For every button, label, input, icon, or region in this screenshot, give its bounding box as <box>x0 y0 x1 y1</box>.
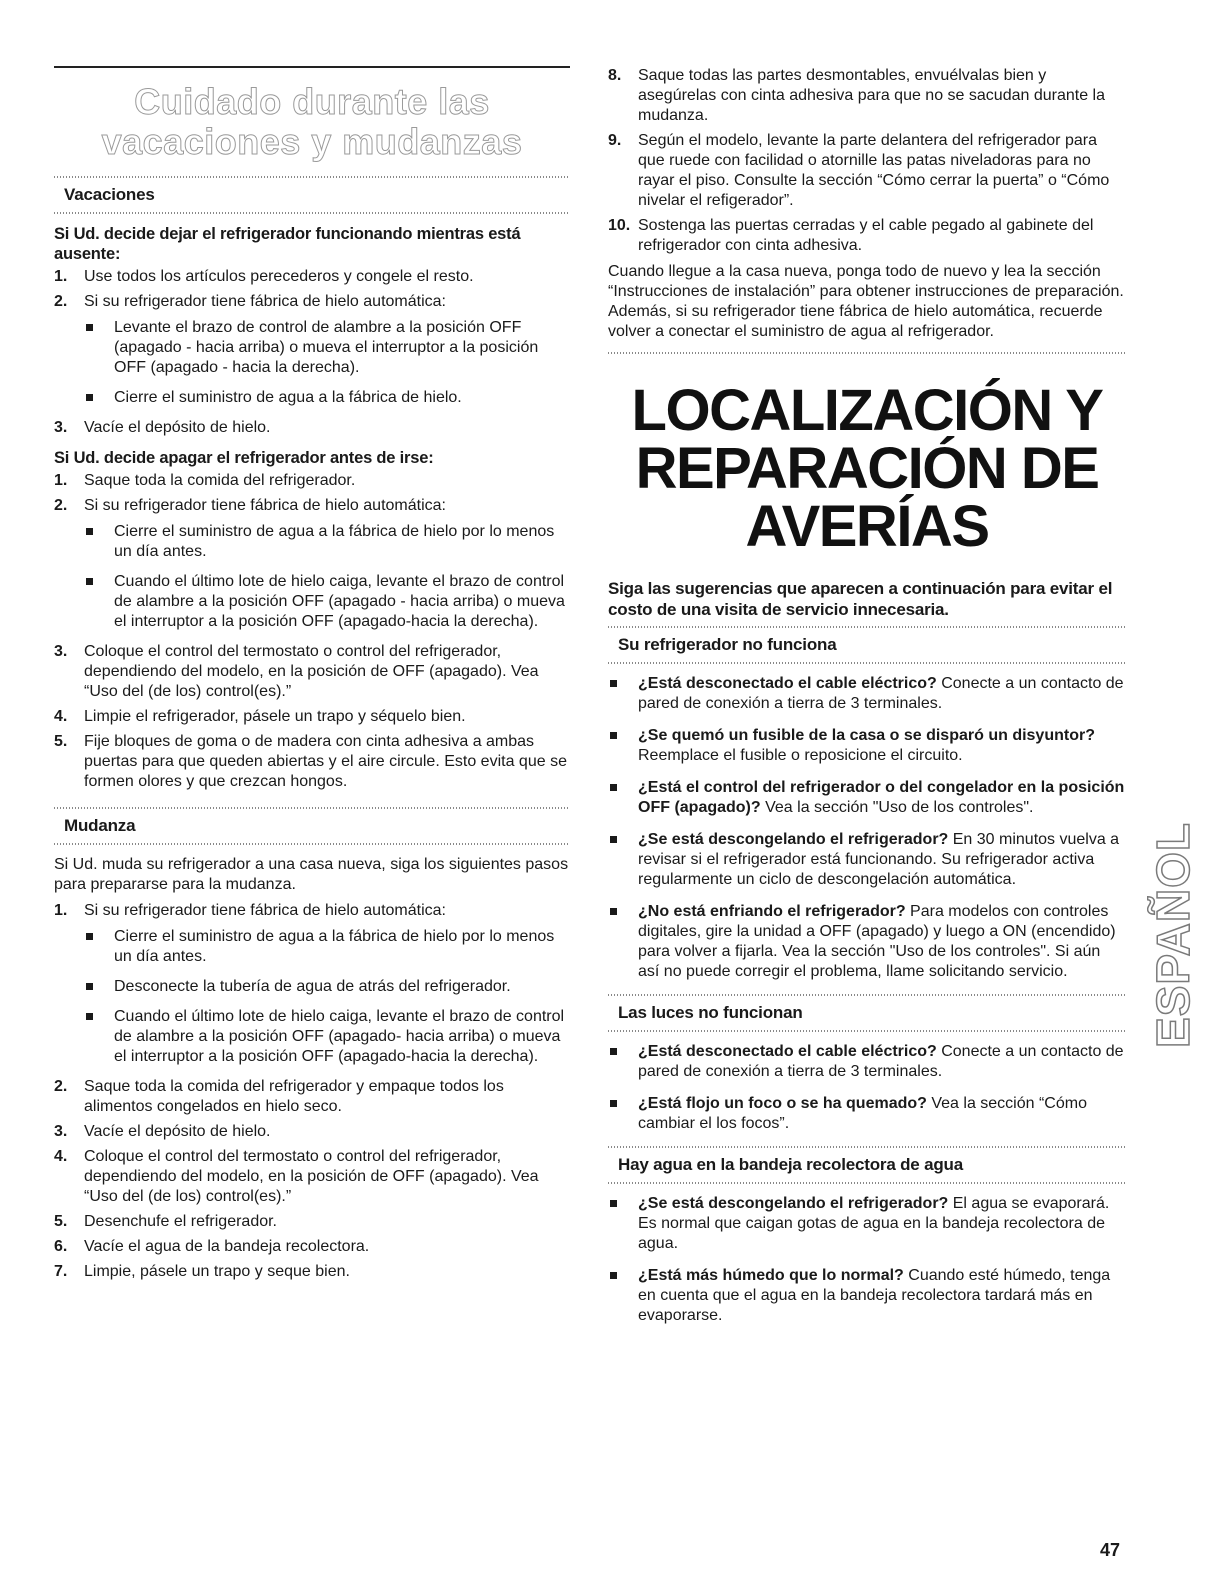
vacaciones-list-2 <box>54 471 570 516</box>
top-rule <box>54 66 570 68</box>
item-text: Vacíe el agua de la bandeja recolectora. <box>84 1238 370 1255</box>
bullet-item <box>84 522 570 562</box>
question: ¿Se quemó un fusible de la casa o se disparó un disyuntor? <box>638 727 1095 744</box>
no-funciona-items <box>608 674 1126 982</box>
answer: Conecte a un contacto de pared de conexión a tierra de 3 terminales. <box>638 675 1124 712</box>
vacaciones-list-1 <box>54 267 570 312</box>
mudanza-heading: Mudanza <box>64 816 136 835</box>
question: ¿Está desconectado el cable eléctrico? <box>638 1043 937 1060</box>
mudanza-list-cont-2 <box>608 66 1126 256</box>
list-item <box>54 1122 570 1142</box>
list-item <box>54 1147 570 1207</box>
bullet-text: Cierre el suministro de agua a la fábrica de hielo por lo menos un día antes. <box>114 523 555 560</box>
item-number: 6. <box>54 1238 68 1255</box>
vacaciones-subhead-2: Si Ud. decide apagar el refrigerador antes de irse: <box>54 449 434 467</box>
dotted-divider <box>54 843 570 845</box>
vacaciones-bullets-1 <box>54 318 570 408</box>
item-text: Si su refrigerador tiene fábrica de hielo automática: <box>84 293 446 310</box>
list-item <box>54 292 570 312</box>
bullet-square-icon <box>610 908 617 915</box>
troubleshooting-lead: Siga las sugerencias que aparecen a continuación para evitar el costo de una visita de servicio innecesaria. <box>608 579 1113 619</box>
trouble-item <box>608 1266 1126 1326</box>
dotted-divider <box>608 1030 1126 1032</box>
item-text: Coloque el control del termostato o control del refrigerador, dependiendo del modelo, en la posición de OFF (apagado). Vea “Uso del (de los) control(es).” <box>84 1148 539 1205</box>
mudanza-list <box>54 901 570 921</box>
list-item <box>54 707 570 727</box>
item-number: 2. <box>54 293 68 310</box>
bullet-square-icon <box>610 1048 617 1055</box>
bullet-square-icon <box>610 1272 617 1279</box>
list-item <box>608 216 1126 256</box>
list-item <box>608 131 1126 211</box>
right-column <box>608 66 1126 1338</box>
mudanza-intro: Si Ud. muda su refrigerador a una casa nueva, siga los siguientes pasos para prepararse para la mudanza. <box>54 856 569 893</box>
list-item <box>54 418 570 438</box>
dotted-divider <box>608 662 1126 664</box>
item-number: 9. <box>608 132 622 149</box>
trouble-item <box>608 830 1126 890</box>
bullet-text: Cuando el último lote de hielo caiga, levante el brazo de control de alambre a la posición OFF (apagado- hacia arriba) o mueva el interruptor a la posición OFF (apagado-hacia la derecha). <box>114 1008 565 1065</box>
bullet-square-icon <box>86 578 93 585</box>
mudanza-list-cont <box>54 1077 570 1282</box>
answer: Para modelos con controles digitales, gire la unidad a OFF (apagado) y luego a ON (encendido) para volver a fijarla. Vea la sección "Uso de los controles". Si aún así no puede corregir el problema, llame solicitando servicio. <box>638 903 1116 980</box>
bullet-square-icon <box>86 983 93 990</box>
answer: Reemplace el fusible o reposicione el circuito. <box>638 747 963 764</box>
answer: En 30 minutos vuelva a revisar si el refrigerador está funcionando. Su refrigerador activa regularmente un ciclo de descongelación automática. <box>638 831 1120 888</box>
answer: Conecte a un contacto de pared de conexión a tierra de 3 terminales. <box>638 1043 1124 1080</box>
trouble-item <box>608 674 1126 714</box>
question: ¿Se está descongelando el refrigerador? <box>638 831 949 848</box>
item-text: Saque todas las partes desmontables, envuélvalas bien y asegúrelas con cinta adhesiva para que no se sacudan durante la mudanza. <box>638 67 1105 124</box>
list-item <box>608 66 1126 126</box>
agua-items <box>608 1194 1126 1326</box>
bullet-item <box>84 927 570 967</box>
trouble-item <box>608 778 1126 818</box>
list-item <box>54 496 570 516</box>
bullet-text: Levante el brazo de control de alambre a la posición OFF (apagado - hacia arriba) o mueva el interruptor a la posición OFF (apagado - hacia la derecha). <box>114 319 539 376</box>
item-text: Desenchufe el refrigerador. <box>84 1213 277 1230</box>
list-item <box>54 1262 570 1282</box>
bullet-square-icon <box>86 933 93 940</box>
section-heading-no-funciona: Su refrigerador no funciona <box>618 635 837 654</box>
list-item <box>54 1077 570 1117</box>
language-label: ESPAÑOL <box>1147 822 1199 1048</box>
trouble-item <box>608 1094 1126 1134</box>
answer: El agua se evaporará. Es normal que caigan gotas de agua en la bandeja recolectora de agua. <box>638 1195 1110 1252</box>
mudanza-bullets <box>54 927 570 1067</box>
item-number: 1. <box>54 472 68 489</box>
vacaciones-heading: Vacaciones <box>64 185 155 204</box>
question: ¿Se está descongelando el refrigerador? <box>638 1195 949 1212</box>
bullet-square-icon <box>610 1100 617 1107</box>
list-item <box>54 267 570 287</box>
item-number: 10. <box>608 217 631 234</box>
item-text: Sostenga las puertas cerradas y el cable pegado al gabinete del refrigerador con cinta adhesiva. <box>638 217 1094 254</box>
bullet-square-icon <box>610 680 617 687</box>
item-text: Saque toda la comida del refrigerador. <box>84 472 356 489</box>
item-number: 4. <box>54 1148 68 1165</box>
item-number: 2. <box>54 1078 68 1095</box>
troubleshooting-title: LOCALIZACIÓN Y REPARACIÓN DE AVERÍAS <box>631 378 1103 559</box>
bullet-square-icon <box>610 784 617 791</box>
item-number: 8. <box>608 67 622 84</box>
bullet-text: Cierre el suministro de agua a la fábrica de hielo. <box>114 389 462 406</box>
trouble-item <box>608 726 1126 766</box>
bullet-text: Desconecte la tubería de agua de atrás del refrigerador. <box>114 978 511 995</box>
item-number: 3. <box>54 643 68 660</box>
section-heading-agua: Hay agua en la bandeja recolectora de agua <box>618 1155 963 1174</box>
vacaciones-list-1-cont <box>54 418 570 438</box>
question: ¿No está enfriando el refrigerador? <box>638 903 906 920</box>
vacaciones-list-2-cont <box>54 642 570 792</box>
list-item <box>54 471 570 491</box>
item-text: Vacíe el depósito de hielo. <box>84 1123 271 1140</box>
list-item <box>54 1212 570 1232</box>
item-text: Coloque el control del termostato o control del refrigerador, dependiendo del modelo, en la posición de OFF (apagado). Vea “Uso del (de los) control(es).” <box>84 643 539 700</box>
answer: Cuando esté húmedo, tenga en cuenta que el agua en la bandeja recolectora tardará más en evaporarse. <box>638 1267 1111 1324</box>
item-number: 1. <box>54 268 68 285</box>
section-heading-luces: Las luces no funcionan <box>618 1003 803 1022</box>
list-item <box>54 732 570 792</box>
vacaciones-bullets-2 <box>54 522 570 632</box>
answer: Vea la sección “Cómo cambiar el los focos”. <box>638 1095 1087 1132</box>
vacaciones-subhead-1: Si Ud. decide dejar el refrigerador funcionando mientras está ausente: <box>54 225 521 263</box>
item-number: 5. <box>54 733 68 750</box>
bullet-item <box>84 977 570 997</box>
trouble-item <box>608 1042 1126 1082</box>
bullet-item <box>84 1007 570 1067</box>
item-number: 4. <box>54 708 68 725</box>
item-text: Fije bloques de goma o de madera con cinta adhesiva a ambas puertas para que queden abiertas y el aire circule. Esto evita que se formen olores y que crezcan hongos. <box>84 733 567 790</box>
item-text: Saque toda la comida del refrigerador y empaque todos los alimentos congelados en hielo seco. <box>84 1078 504 1115</box>
question: ¿Está flojo un foco o se ha quemado? <box>638 1095 927 1112</box>
bullet-item <box>84 318 570 378</box>
item-text: Vacíe el depósito de hielo. <box>84 419 271 436</box>
bullet-text: Cuando el último lote de hielo caiga, levante el brazo de control de alambre a la posición OFF (apagado - hacia arriba) o mueva el interruptor a la posición OFF (apagado-hacia la derecha). <box>114 573 565 630</box>
list-item <box>54 1237 570 1257</box>
item-number: 3. <box>54 1123 68 1140</box>
bullet-item <box>84 388 570 408</box>
bullet-square-icon <box>86 528 93 535</box>
question: ¿Está más húmedo que lo normal? <box>638 1267 904 1284</box>
bullet-square-icon <box>86 324 93 331</box>
item-text: Si su refrigerador tiene fábrica de hielo automática: <box>84 902 446 919</box>
item-text: Limpie el refrigerador, pásele un trapo y séquelo bien. <box>84 708 466 725</box>
left-column <box>54 66 570 1287</box>
question: ¿Está desconectado el cable eléctrico? <box>638 675 937 692</box>
bullet-square-icon <box>610 1200 617 1207</box>
item-text: Use todos los artículos perecederos y congele el resto. <box>84 268 474 285</box>
item-number: 5. <box>54 1213 68 1230</box>
trouble-item <box>608 1194 1126 1254</box>
arrival-text: Cuando llegue a la casa nueva, ponga todo de nuevo y lea la sección “Instrucciones de instalación” para obtener instrucciones de preparación. Además, si su refrigerador tiene fábrica de hielo automática, recuerde volver a conectar el suministro de agua al refrigerador. <box>608 263 1124 340</box>
bullet-text: Cierre el suministro de agua a la fábrica de hielo por lo menos un día antes. <box>114 928 555 965</box>
item-number: 1. <box>54 902 68 919</box>
bullet-square-icon <box>610 836 617 843</box>
item-text: Según el modelo, levante la parte delantera del refrigerador para que ruede con facilidad o atornille las patas niveladoras para no rayar el piso. Consulte la sección “Cómo cerrar la puerta” o “Cómo nivelar el refigerador”. <box>638 132 1110 209</box>
luces-items <box>608 1042 1126 1134</box>
language-side-tab <box>1148 815 1198 1055</box>
bullet-item <box>84 572 570 632</box>
list-item <box>54 642 570 702</box>
section-title: Cuidado durante las vacaciones y mudanzas <box>101 81 523 162</box>
bullet-square-icon <box>86 1013 93 1020</box>
item-number: 2. <box>54 497 68 514</box>
item-text: Si su refrigerador tiene fábrica de hielo automática: <box>84 497 446 514</box>
question: ¿Está el control del refrigerador o del congelador en la posición OFF (apagado)? <box>638 779 1125 816</box>
page-number: 47 <box>1100 1540 1121 1560</box>
item-number: 3. <box>54 419 68 436</box>
item-text: Limpie, pásele un trapo y seque bien. <box>84 1263 350 1280</box>
answer: Vea la sección "Uso de los controles". <box>760 799 1034 816</box>
bullet-square-icon <box>610 732 617 739</box>
dotted-divider <box>608 352 1126 354</box>
dotted-divider <box>608 1182 1126 1184</box>
list-item <box>54 901 570 921</box>
item-number: 7. <box>54 1263 68 1280</box>
trouble-item <box>608 902 1126 982</box>
dotted-divider <box>54 212 570 214</box>
bullet-square-icon <box>86 394 93 401</box>
